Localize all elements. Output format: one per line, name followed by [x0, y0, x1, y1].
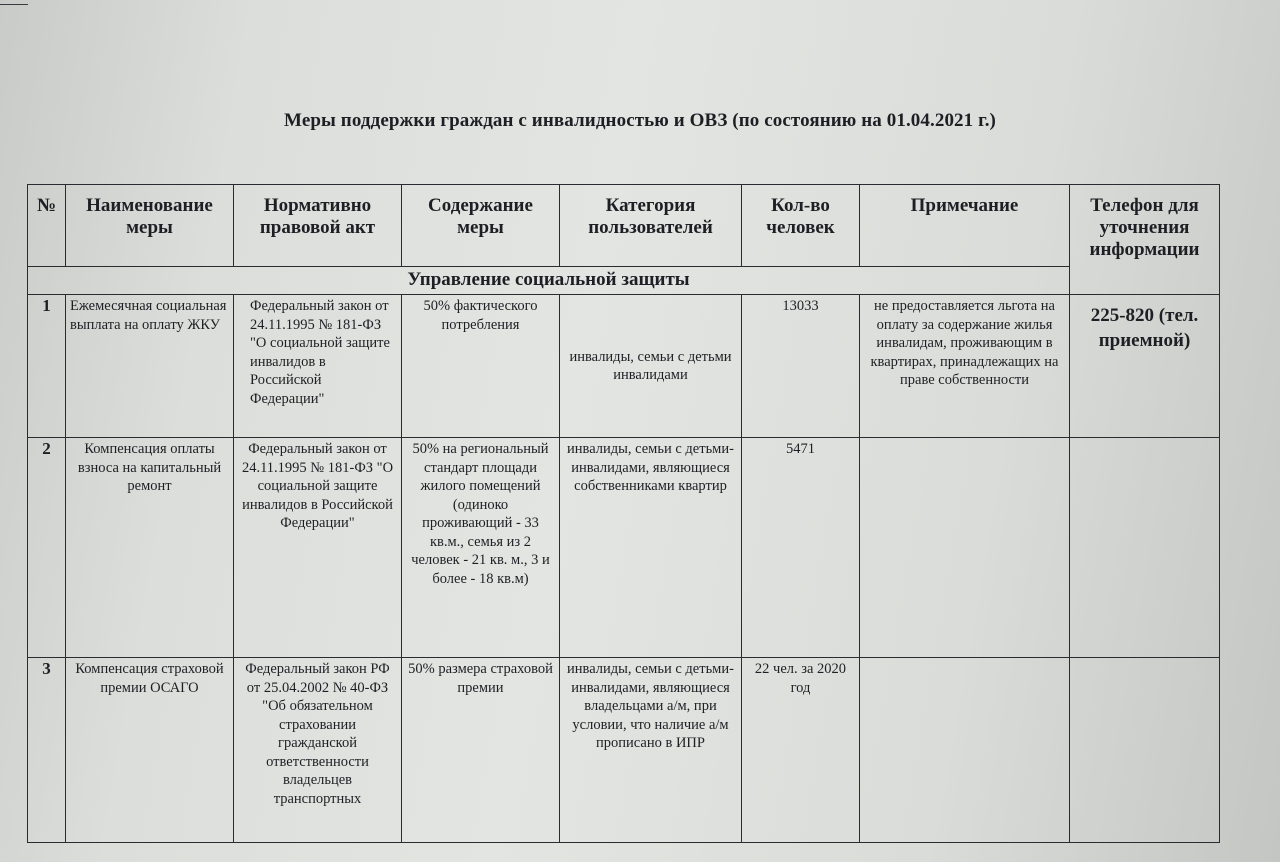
- legal-act: Федеральный закон РФ от 25.04.2002 № 40-ФЗ "Об обязательном страховании гражданской ответственности владельцев транспортных: [234, 658, 402, 843]
- header-note: Примечание: [860, 185, 1070, 267]
- legal-act: Федеральный закон от 24.11.1995 № 181-ФЗ "О социальной защите инвалидов в Российской Федерации": [234, 295, 402, 438]
- header-act: Нормативно правовой акт: [234, 185, 402, 267]
- measure-name: Компенсация оплаты взноса на капитальный ремонт: [66, 438, 234, 658]
- people-count: 13033: [742, 295, 860, 438]
- section-row: [28, 267, 1220, 295]
- measure-content: 50% на региональный стандарт площади жилого помещений (одиноко проживающий - 33 кв.м., семья из 2 человек - 21 кв. м., 3 и более - 18 кв.м): [402, 438, 560, 658]
- table-row: [28, 295, 1220, 438]
- row-number: 2: [28, 438, 66, 658]
- note: не предоставляется льгота на оплату за содержание жилья инвалидам, проживающим в квартирах, принадлежащих на праве собственности: [860, 295, 1070, 438]
- phone: 225-820 (тел. приемной): [1070, 295, 1220, 438]
- table-row: [28, 438, 1220, 658]
- header-count: Кол-во человек: [742, 185, 860, 267]
- support-measures-table: [27, 184, 1220, 843]
- note: [860, 438, 1070, 658]
- document-title: Меры поддержки граждан с инвалидностью и ОВЗ (по состоянию на 01.04.2021 г.): [284, 110, 996, 131]
- table-row: [28, 658, 1220, 843]
- user-category: инвалиды, семьи с детьми-инвалидами, являющиеся собственниками квартир: [560, 438, 742, 658]
- legal-act: Федеральный закон от 24.11.1995 № 181-ФЗ "О социальной защите инвалидов в Российской Федерации": [234, 438, 402, 658]
- note: [860, 658, 1070, 843]
- header-name: Наименование меры: [66, 185, 234, 267]
- phone: [1070, 438, 1220, 658]
- row-number: 1: [28, 295, 66, 438]
- header-phone: Телефон для уточнения информации: [1070, 185, 1220, 295]
- phone: [1070, 658, 1220, 843]
- table-header-row: [28, 185, 1220, 267]
- measure-name: Компенсация страховой премии ОСАГО: [66, 658, 234, 843]
- header-number: №: [28, 185, 66, 267]
- user-category: инвалиды, семьи с детьми-инвалидами, являющиеся владельцами а/м, при условии, что наличие а/м прописано в ИПР: [560, 658, 742, 843]
- measure-content: 50% размера страховой премии: [402, 658, 560, 843]
- header-category: Категория пользователей: [560, 185, 742, 267]
- row-number: 3: [28, 658, 66, 843]
- people-count: 5471: [742, 438, 860, 658]
- page-edge-line: [0, 4, 28, 5]
- section-title: Управление социальной защиты: [28, 267, 1070, 295]
- header-content: Содержание меры: [402, 185, 560, 267]
- measure-content: 50% фактического потребления: [402, 295, 560, 438]
- measure-name: Ежемесячная социальная выплата на оплату ЖКУ: [66, 295, 234, 438]
- people-count: 22 чел. за 2020 год: [742, 658, 860, 843]
- user-category: инвалиды, семьи с детьми инвалидами: [560, 295, 742, 438]
